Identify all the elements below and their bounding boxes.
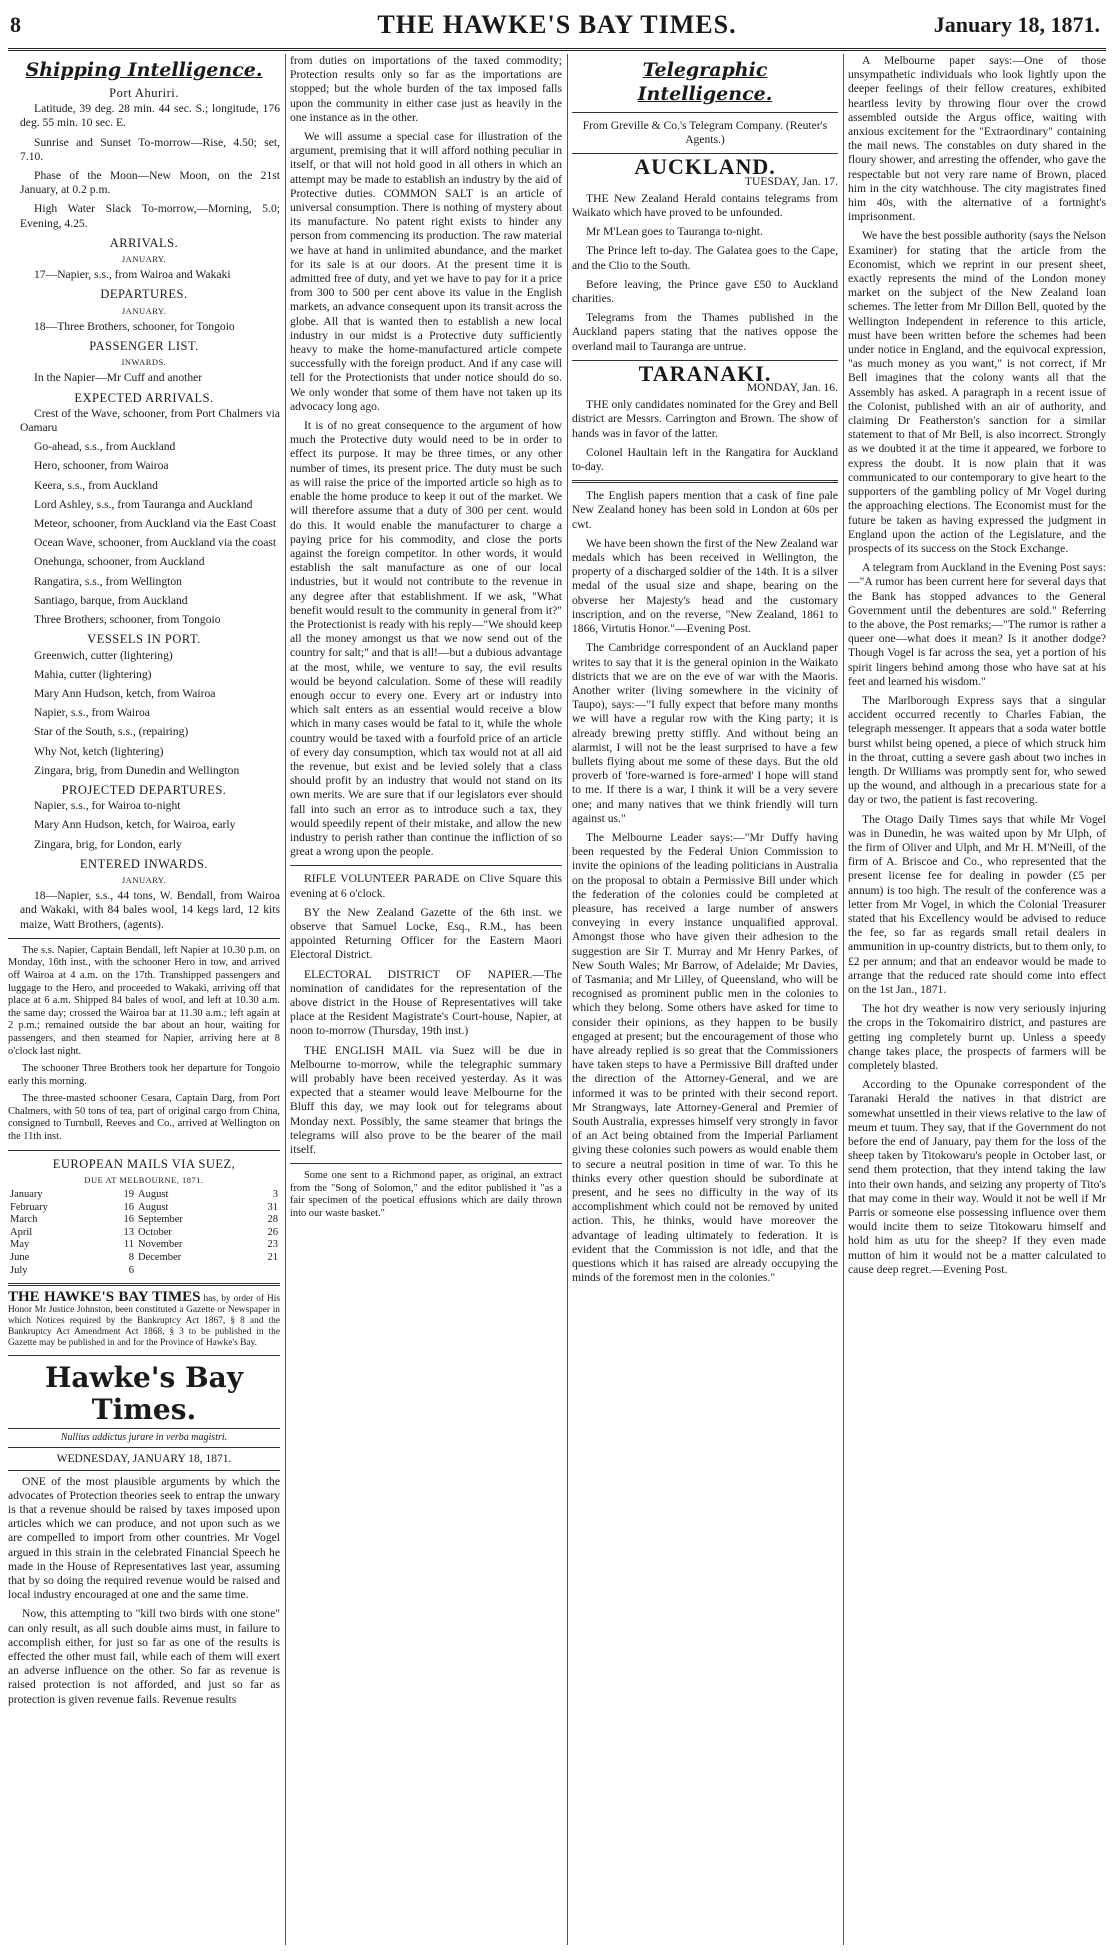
mails-month: June <box>10 1252 30 1264</box>
divider <box>8 1283 280 1286</box>
mails-day: 13 <box>123 1226 135 1238</box>
news-item: ELECTORAL DISTRICT OF NAPIER.—The nomination of candidates for the representation of the above district in the House of Representatives will take place at the Resident Magistrate's Court-house, Napier, at noon to-morrow (Thursday, 19th inst.) <box>290 967 562 1038</box>
mails-month: May <box>10 1239 30 1251</box>
passenger-sub: INWARDS. <box>121 357 167 368</box>
telegram-item: The Prince left to-day. The Galatea goes to the Cape, and the Clio to the South. <box>572 244 838 272</box>
gazette-notice <box>8 1289 280 1349</box>
mails-row <box>8 1214 280 1227</box>
sunrise: Sunrise and Sunset To-morrow—Rise, 4.50; set, 7.10. <box>20 135 280 163</box>
shipping-paragraph: The three-masted schooner Cesara, Captain Darg, from Port Chalmers, with 50 tons of tea, part of original cargo from China, consigned to Turnbull, Reeves and Co., arrived at Wellington on the 11th inst. <box>8 1093 280 1143</box>
divider <box>8 1150 280 1151</box>
entered-month: JANUARY. <box>121 874 167 885</box>
news-item: THE ENGLISH MAIL via Suez will be due in Melbourne to-morrow, while the telegraphic summary will probably have been received yesterday. As it was expected that a steamer would leave Melbourne for the Bluff this day, we may look out for telegrams about Monday next. Possibly, the same steamer that brings the telegrams will also prove to be the bearer of the mail itself. <box>290 1043 562 1157</box>
shipping-paragraph: The s.s. Napier, Captain Bendall, left Napier at 10.30 p.m. on Monday, 16th inst., with the schooner Hero in tow, and arrived off Wairoa at 4 a.m. on the 17th. Transhipped passengers and luggage to the Hero, and proceeded to Wakaki, arriving off that place at 6 a.m. Shipped 84 bales of wool, and left at 10.30 a.m. the same day; crossed the Wairoa bar at 11.30 a.m.; left again at 2 p.m.; remained outside the bar about an hour, waiting for passengers, and then steamed for Napier, arriving here at 8 o'clock last night. <box>8 944 280 1057</box>
masthead <box>8 6 1106 51</box>
vessel-item: Star of the South, s.s., (repairing) <box>34 725 189 739</box>
expected-item: Hero, schooner, from Wairoa <box>34 459 169 473</box>
expected-item: Three Brothers, schooner, from Tongoio <box>34 613 221 627</box>
entered-item: 18—Napier, s.s., 44 tons, W. Bendall, from Wairoa and Wakaki, with 84 bales wool, 14 kegs lard, 12 kits maize, Watt Brothers, (agents). <box>20 889 280 931</box>
telegram-item: THE only candidates nominated for the Grey and Bell district are Messrs. Carrington and Brown. The show of hands was in favor of the latter. <box>572 398 838 440</box>
shipping-heading: Shipping Intelligence. <box>25 59 263 81</box>
mails-month: February <box>10 1201 48 1213</box>
news-item: The Otago Daily Times says that while Mr Vogel was in Dunedin, he was waited upon by Mr Ulph, of the firm of Oliver and Ulph, and Mr H. M'Neill, of the firm of A. Briscoe and Co., who represented that the present license fee for dealing in powder (£5 per annum) is too high. The result of the conference was a letter from Mr Vogel, in which the Colonial Treasurer stated that his Excellency would be advised to reduce the fee, so far as regards small retail dealers in ammunition in up-country districts, but to them only, to £2 per annum; and that an endeavor would be made to arrange that the reduced rate should come into effect on the 1st Jan., 1871. <box>848 812 1106 996</box>
mails-month: November <box>138 1239 183 1251</box>
editorial-paragraph: We will assume a special case for illustration of the argument, premising that it will afford nothing peculiar in itself, or that will not hold good in all others in which an attempt may be made to establish an industry by the aid of Protective duties. COMMON SALT is an article of universal consumption. There is nothing of mystery about its manufacture. No patent right exists to hinder any person from commencing its production. The raw material we have at hand in unlimited abundance, and the market for its sale is at our doors. At the present time it is admitted free of duty, and yet we have to pay for it a price from 300 to 500 per cent above its value in the English markets, an advance consequent upon its transit across the globe. All that is wanted then to establish a new local industry in our midst is a Protective duty sufficiently heavy to make the home-manufactured article compete successfully with the foreign product. And if any case will tell for the Protectionists that under notice should do so. We only wonder that some of them have not taken up its advocacy long ago. <box>290 130 562 413</box>
mails-day: 8 <box>128 1252 135 1264</box>
news-item: The English papers mention that a cask of fine pale New Zealand honey has been sold in London at 60s per cwt. <box>572 489 838 531</box>
mails-month: April <box>10 1226 33 1238</box>
projected-item: Zingara, brig, for London, early <box>34 837 182 851</box>
passenger-heading: PASSENGER LIST. <box>89 339 199 354</box>
column-4 <box>848 54 1106 1945</box>
news-item: According to the Opunake correspondent of the Taranaki Herald the natives in that district are somewhat unsettled in their views relative to the law of meum et tuum. They say, that if the Government do not before the end of January, pay them for the loss of the sheep taken by Titokowaru's people in October last, or send them protection, that they intend taking the law into their own hands, and seizing any property of Tito's that may come in their way. Would it not be well if Mr Parris or someone else possessing influence over them would incite them to seize Titokowaru himself and hold him as utu for the sheep? If they even made mutton of him it would not be a matter calculated to cause deep regret.—Evening Post. <box>848 1078 1106 1276</box>
issue-date-header: January 18, 1871. <box>933 12 1100 37</box>
mails-row <box>8 1239 280 1252</box>
vessel-item: Why Not, ketch (lightering) <box>34 744 164 758</box>
mails-day: 6 <box>128 1264 135 1276</box>
telegram-item: Mr M'Lean goes to Tauranga to-night. <box>586 225 763 239</box>
mails-table <box>8 1189 280 1277</box>
mails-month: January <box>10 1189 43 1201</box>
news-item: RIFLE VOLUNTEER PARADE on Clive Square this evening at 6 o'clock. <box>290 872 562 900</box>
expected-heading: EXPECTED ARRIVALS. <box>74 390 214 405</box>
projected-item: Napier, s.s., for Wairoa to-night <box>34 799 181 813</box>
mails-day: 26 <box>267 1226 278 1238</box>
vessels-heading: VESSELS IN PORT. <box>87 632 201 647</box>
divider <box>290 865 562 866</box>
expected-item: Crest of the Wave, schooner, from Port Chalmers via Oamaru <box>20 406 280 435</box>
expected-item: Go-ahead, s.s., from Auckland <box>34 440 176 454</box>
expected-item: Ocean Wave, schooner, from Auckland via the coast <box>34 536 277 550</box>
vessel-item: Mahia, cutter (lightering) <box>34 667 152 681</box>
divider <box>8 938 280 939</box>
telegram-item: Colonel Haultain left in the Rangatira for Auckland to-day. <box>572 445 838 474</box>
mails-month: March <box>10 1214 38 1226</box>
mails-row <box>8 1202 280 1215</box>
mails-row <box>8 1265 280 1278</box>
mails-heading: EUROPEAN MAILS VIA SUEZ, <box>52 1156 236 1171</box>
divider <box>8 1355 280 1356</box>
newspaper-title: THE HAWKE'S BAY TIMES. <box>377 10 737 39</box>
expected-item: Rangatira, s.s., from Wellington <box>34 574 182 588</box>
departures-heading: DEPARTURES. <box>100 287 188 302</box>
news-item: The Cambridge correspondent of an Auckland paper writes to say that it is the general opinion in the Waikato districts that we are on the eve of war with the Maoris. Another writer (living somewhere in the vicinity of Taupo), says:—"I fully expect that before many months we will have a regular row with the King party; it is already brewing pretty stiffly. And without being an alarmist, I will not be the least surprised to have a few bullets flying about me some of these days. But the old proverb of 'fore-warned is fore-armed' I hope will stand to me. If there is a war, I think it will be a very severe one; and many natives that we think friendly will turn against us." <box>572 641 838 825</box>
vessel-item: Napier, s.s., from Wairoa <box>34 706 150 720</box>
column-1 <box>8 54 280 1945</box>
taranaki-date: MONDAY, Jan. 16. <box>746 381 838 395</box>
column-divider <box>843 54 844 1945</box>
departures-month: JANUARY. <box>121 305 167 316</box>
mails-row <box>8 1189 280 1202</box>
editorial-paragraph: It is of no great consequence to the argument of how much the Protective duty would need to be in order to effect its purpose. It may be three times, or any other number of times, its present price. The duty must be such as will raise the price of the imported article so high as to enable the home produce to keep it out of the market. We will therefore assume that a duty of 300 per cent. would do this. It would enable the manufacturer to charge a paying price for his commodity, and close the ports against the foreign competitor. In other words, it would establish the salt manufacture as one of our local industries, but it would not contribute to the revenue in any degree after that establishment. If we ask, "What benefit would result to the community in general from it?" the Protectionist is ready with his reply—"We should keep all the money amongst us that we now send out of the country for salt;" and that is all!—but a dubious advantage at the most, while, we venture to say, the evil results would be beyond calculation. Some of these will readily enough occur to every one. Every art or industry into which salt enters as an essential would receive a blow which in many cases would be fatal to it, while the whole country would be taxed with a fourfold price of an article of every day consumption, which tax would not at all aid the revenue, but exist and be levied solely that a class should profit by an industry that would not stand on its own merits. We are sure that if our legislators ever should fall into such an error as to introduce such a tax, they would speedily repent of their mistake, and allow the new industry to perish rather than continue the infliction of so great a wrong upon the people. <box>290 419 562 859</box>
shipping-paragraph: The schooner Three Brothers took her departure for Tongoio early this morning. <box>8 1063 280 1087</box>
news-item: The hot dry weather is now very seriously injuring the crops in the Tokomairiro district, and pastures are getting ing completely burnt up. Unless a speedy change takes place, the prospects of farmers will be completely blasted. <box>848 1002 1106 1073</box>
news-item: A telegram from Auckland in the Evening Post says:—"A rumor has been current here for several days that the Bank has stopped advances to the General Government until the debentures are sold." Referring to the above, the Post remarks;—"The rumor is rather a queer one—what does it mean? Is it another dodge? Though Vogel is far across the sea, yet a portion of his spirit lingers behind among those who have sat at his feet and learned his wisdom." <box>848 561 1106 688</box>
mails-row <box>8 1252 280 1265</box>
news-item: Some one sent to a Richmond paper, as original, an extract from the "Song of Solomon," and the editor published it "as a fair specimen of the poetical effusions which are daily thrown into our waste basket." <box>290 1170 562 1220</box>
mails-month: August <box>138 1201 169 1213</box>
page-number: 8 <box>10 12 21 37</box>
mails-day: 28 <box>267 1214 278 1226</box>
port-name: Port Ahuriri. <box>109 86 179 100</box>
expected-item: Onehunga, schooner, from Auckland <box>34 555 205 569</box>
entered-heading: ENTERED INWARDS. <box>79 856 209 871</box>
mails-month <box>136 1265 247 1278</box>
telegram-item: THE New Zealand Herald contains telegrams from Waikato which have proved to be unfounded. <box>572 191 838 220</box>
departure-item: 18—Three Brothers, schooner, for Tongoio <box>34 319 235 333</box>
mails-row <box>8 1227 280 1240</box>
news-item: The Melbourne Leader says:—"Mr Duffy having been requested by the Federal Union Commission to invite the opinions of the leading politicians in Australia on the proposal to obtain a Permissive Bill under which the federation of the colonies could be completed at pleasure, has received a large number of answers conveying in every instance unqualified approval. Amongst those who have given their adhesion to the suggestion are Sir T. Murray and Mr Henry Parkes, of New South Wales; Mr Barrow, of Adelaide; Mr Davies, of Tasmania; and Mr Lilley, of Queensland, who will be recognised as prominent public men in the colonies to which they belong. Some others have asked for time to consider their opinions, as they happen to be busily engaged at present; but the encouragement of those who have already replied is so great that the Commissioners have taken steps to have a Permissive Bill drafted under the direction of the Attorney-General, and we are informed it was to be printed with their second report. Mr Strangways, late Attorney-General and Premier of South Australia, expresses himself very strongly in favor of an Act being obtained from the Imperial Parliament giving these colonies such powers as would enable them to secure a neutral position in time of war. To this he thinks every other question should be subordinate at present, and he sees no difficulty in the way of its accomplishment which could not be removed by united action. This, he thinks, would have moreover the advantage of leading ultimately to federation. It is evident that the Commission is not idle, and that the questions which it has raised are already occupying the minds of the foremost men in the colonies." <box>572 830 838 1285</box>
news-item: The Marlborough Express says that a singular accident occurred recently to Charles Fabian, the telegraph messenger. It appears that a soda water bottle burst whilst being opened, a piece of which struck him in the throat, cutting a severe gash about two inches in length. Dr Williams was promptly sent for, who sewed up the wound, and although in a precarious state for a day or two, the patient is fast recovering. <box>848 693 1106 807</box>
projected-item: Mary Ann Hudson, ketch, for Wairoa, early <box>34 818 236 832</box>
vessel-item: Mary Ann Hudson, ketch, from Wairoa <box>34 686 216 700</box>
editorial-paragraph: from duties on importations of the taxed commodity; Protection results only so far as the importations are stopped; but the whole burden of the tax imposed falls upon the community in either case just as heavily in the one instance as in the other. <box>290 54 562 124</box>
news-item: We have been shown the first of the New Zealand war medals which has been received in Wellington, the property of a discharged soldier of the 14th. It is a silver medal of the usual size and shape, bearing on the obverse her Majesty's head and the customary inscription, and on the reverse, "New Zealand, 1861 to 1866, Virtutis Honor."—Evening Post. <box>572 536 838 636</box>
telegram-source: From Greville & Co.'s Telegram Company. (Reuter's Agents.) <box>582 119 828 147</box>
divider <box>290 1163 562 1164</box>
arrival-item: 17—Napier, s.s., from Wairoa and Wakaki <box>34 268 231 282</box>
expected-item: Meteor, schooner, from Auckland via the East Coast <box>34 517 277 531</box>
mails-month: September <box>138 1214 183 1226</box>
paper-title: Hawke's Bay Times. <box>44 1361 244 1427</box>
mails-month: October <box>138 1226 172 1238</box>
expected-item: Keera, s.s., from Auckland <box>34 478 158 492</box>
port-info <box>8 102 280 231</box>
arrivals-heading: ARRIVALS. <box>109 235 179 250</box>
moon-phase: Phase of the Moon—New Moon, on the 21st January, at 0.2 p.m. <box>20 169 280 197</box>
column-divider <box>285 54 286 1945</box>
notice-text: has, by order of His Honor Mr Justice Johnston, been constituted a Gazette or Newspaper in which Notices required by the Bankruptcy Act 1867, § 8 and the Bankruptcy Act Amendment Act 1868, § 3 to be published in the Gazette may be published in and for the Province of Hawke's Bay. <box>8 1294 280 1349</box>
column-divider <box>567 54 568 1945</box>
latitude: Latitude, 39 deg. 28 min. 44 sec. S.; longitude, 176 deg. 55 min. 10 sec. E. <box>20 102 280 130</box>
vessel-item: Greenwich, cutter (lightering) <box>34 648 173 662</box>
column-2 <box>290 54 562 1945</box>
notice-title: THE HAWKE'S BAY TIMES <box>8 1289 201 1306</box>
mails-month: August <box>138 1189 169 1201</box>
editorial-paragraph: Now, this attempting to "kill two birds with one stone" can only result, as all such double aims must, in failure to accomplish either, for just so far as one of the results is effected the other must fail, while each of them will exert an adverse influence on the other. So far as revenue is raised protection is not afforded, and just so far as protection is given revenue fails. Revenue results <box>8 1607 280 1706</box>
auckland-date: TUESDAY, Jan. 17. <box>744 174 838 188</box>
news-item: A Melbourne paper says:—One of those unsympathetic individuals who look lightly upon the deeper feelings of their fellow creatures, exhibited heartless levity by throwing flour over the crowd assembled outside the Argus office, waiting with anxious excitement for the "Extraordinary" containing the mail news. The constables on duty shared in the floury shower, and arresting the offender, who gave the respectable but not very rare name of Brown, placed him in the city watchhouse. The city magistrates fined him 40s, with the alternative of a fortnight's imprisonment. <box>848 54 1106 224</box>
column-3 <box>572 54 838 1945</box>
divider <box>572 480 838 483</box>
mails-day: 11 <box>123 1239 135 1251</box>
mails-day: 31 <box>267 1201 278 1213</box>
expected-item: Santiago, barque, from Auckland <box>34 593 188 607</box>
arrivals-month: JANUARY. <box>121 254 167 265</box>
mails-day: 3 <box>272 1189 278 1201</box>
mails-month: July <box>10 1264 28 1276</box>
mails-day: 16 <box>123 1214 135 1226</box>
auckland-heading: AUCKLAND. <box>634 154 776 180</box>
projected-heading: PROJECTED DEPARTURES. <box>61 782 227 797</box>
paper-motto: Nullius addictus jurare in verba magistri. <box>8 1428 280 1448</box>
mails-month: December <box>138 1252 182 1264</box>
taranaki-heading: TARANAKI. <box>638 360 772 386</box>
mails-day: 23 <box>267 1239 278 1251</box>
editorial-paragraph: ONE of the most plausible arguments by which the advocates of Protection theories seek to entrap the unwary is that a revenue should be raised by taxes imposed upon articles which we can produce, and not upon such as we are compelled to import from other countries. Mr Vogel argued in this strain in the celebrated Financial Speech he made in the House of Representatives last year, assuming that by so doing the required revenue would be raised and local industry encouraged at one and the same time. <box>8 1474 280 1602</box>
telegram-item: Telegrams from the Thames published in the Auckland papers stating that the natives oppose the overland mail to Tauranga are untrue. <box>572 311 838 353</box>
high-water: High Water Slack To-morrow,—Morning, 5.0; Evening, 4.25. <box>20 202 280 230</box>
divider <box>572 112 838 113</box>
issue-date: WEDNESDAY, JANUARY 18, 1871. <box>8 1452 280 1470</box>
news-item: We have the best possible authority (says the Nelson Examiner) for stating that the article from the Economist, which we reprint in our present sheet, exactly represents the mind of the London money market on the subject of the New Zealand loan schemes. The letter from Mr Dillon Bell, quoted by the Wellington Independent in reference to this article, must have been written before the schemes had been under notice in England, and the equivocal expression, "as much money as you want," is not correct, if Mr Bell imagines that the colony wants all that the Assembly has asked. A paragraph in a recent issue of the Colonist, published with an air of authority, and claiming Dr Featherston's sanction for a similar statement to that of Mr Bell, is also incorrect. Strongly as we doubted it at the time it appeared, we forbore to express the doubt. It is now plain that it was communicated to our contemporary to give heart to the supporters of the gambling policy of Mr Vogel during the approaching elections. The Economist must for the future be taken as having expressed the judgment in England upon the action of the Legislature, and the prospects of its success on the Stock Exchange. <box>848 229 1106 555</box>
expected-item: Lord Ashley, s.s., from Tauranga and Auckland <box>34 497 253 511</box>
mails-day <box>247 1265 280 1278</box>
vessel-item: Zingara, brig, from Dunedin and Wellington <box>34 763 240 777</box>
mails-sub: DUE AT MELBOURNE, 1871. <box>84 1174 204 1185</box>
columns <box>8 54 1106 1945</box>
mails-day: 19 <box>123 1189 135 1201</box>
telegram-item: Before leaving, the Prince gave £50 to Auckland charities. <box>572 277 838 306</box>
news-item: BY the New Zealand Gazette of the 6th inst. we observe that Samuel Locke, Esq., R.M., has been appointed Returning Officer for the Eastern Maori Electoral District. <box>290 905 562 962</box>
mails-day: 21 <box>267 1252 278 1264</box>
mails-day: 16 <box>123 1201 135 1213</box>
telegraphic-heading: Telegraphic Intelligence. <box>637 59 773 105</box>
passenger-item: In the Napier—Mr Cuff and another <box>34 371 203 385</box>
